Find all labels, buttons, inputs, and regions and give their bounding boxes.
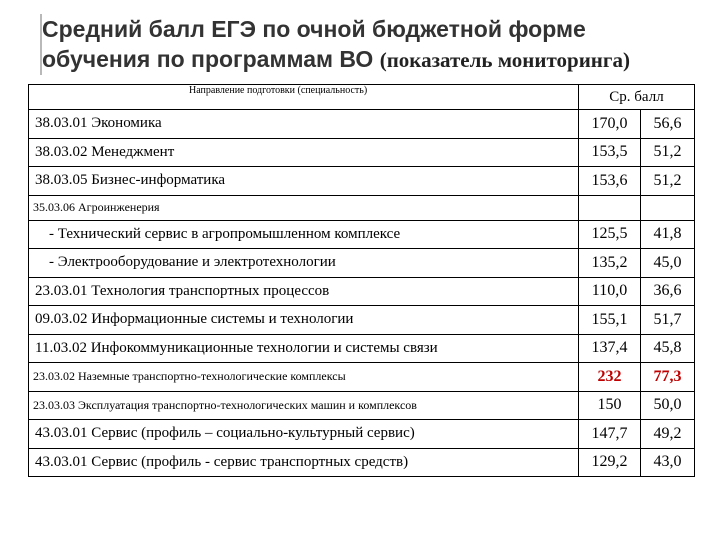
row-avg: 56,6	[641, 110, 695, 139]
table-row-highlighted	[29, 363, 695, 392]
title-note: (показатель мониторинга)	[379, 48, 630, 72]
row-total: 153,6	[579, 167, 641, 196]
table-row	[29, 138, 695, 167]
row-total: 155,1	[579, 306, 641, 335]
row-total: 135,2	[579, 249, 641, 278]
title-line-2	[42, 44, 712, 75]
table-header-row	[29, 85, 695, 110]
table-row	[29, 277, 695, 306]
row-name: 38.03.05 Бизнес-информатика	[29, 167, 579, 196]
row-avg: 49,2	[641, 420, 695, 449]
row-avg: 77,3	[641, 363, 695, 392]
row-avg: 45,0	[641, 249, 695, 278]
row-avg: 50,0	[641, 391, 695, 420]
table-row	[29, 334, 695, 363]
row-total: 129,2	[579, 448, 641, 477]
row-name: 38.03.01 Экономика	[29, 110, 579, 139]
row-total: 125,5	[579, 220, 641, 249]
row-total: 137,4	[579, 334, 641, 363]
row-total: 153,5	[579, 138, 641, 167]
row-total: 150	[579, 391, 641, 420]
row-total: 170,0	[579, 110, 641, 139]
table-row	[29, 167, 695, 196]
row-name: 23.03.03 Эксплуатация транспортно-технологических машин и комплексов	[29, 391, 579, 420]
title-line-2-text: обучения по программам ВО	[42, 46, 374, 72]
table-row	[29, 420, 695, 449]
row-avg: 51,2	[641, 138, 695, 167]
row-name: - Электрооборудование и электротехнологии	[29, 249, 579, 278]
table-row	[29, 391, 695, 420]
slide-title	[40, 14, 712, 75]
table-row	[29, 448, 695, 477]
row-name: - Технический сервис в агропромышленном комплексе	[29, 220, 579, 249]
header-avg-score: Ср. балл	[579, 85, 695, 110]
table-row	[29, 110, 695, 139]
table-row	[29, 220, 695, 249]
row-avg: 51,7	[641, 306, 695, 335]
row-name: 23.03.01 Технология транспортных процессов	[29, 277, 579, 306]
row-name: 43.03.01 Сервис (профиль – социально-культурный сервис)	[29, 420, 579, 449]
row-avg: 41,8	[641, 220, 695, 249]
section-row	[29, 195, 695, 220]
row-total: 110,0	[579, 277, 641, 306]
table-row	[29, 249, 695, 278]
row-avg	[641, 195, 695, 220]
row-avg: 45,8	[641, 334, 695, 363]
header-direction: Направление подготовки (специальность)	[29, 85, 579, 110]
scores-table	[28, 84, 695, 477]
section-name: 35.03.06 Агроинженерия	[29, 195, 579, 220]
row-avg: 43,0	[641, 448, 695, 477]
row-avg: 51,2	[641, 167, 695, 196]
row-name: 23.03.02 Наземные транспортно-технологические комплексы	[29, 363, 579, 392]
row-name: 43.03.01 Сервис (профиль - сервис транспортных средств)	[29, 448, 579, 477]
row-name: 09.03.02 Информационные системы и технологии	[29, 306, 579, 335]
row-avg: 36,6	[641, 277, 695, 306]
row-total: 232	[579, 363, 641, 392]
title-line-1: Средний балл ЕГЭ по очной бюджетной форме	[42, 16, 586, 42]
row-total	[579, 195, 641, 220]
row-total: 147,7	[579, 420, 641, 449]
row-name: 38.03.02 Менеджмент	[29, 138, 579, 167]
row-name: 11.03.02 Инфокоммуникационные технологии и системы связи	[29, 334, 579, 363]
table-row	[29, 306, 695, 335]
